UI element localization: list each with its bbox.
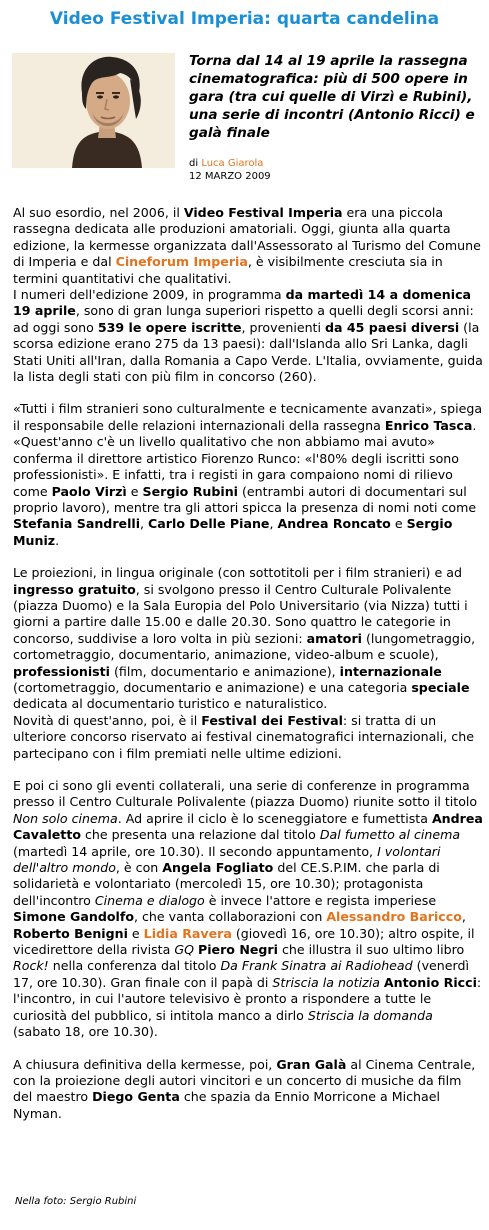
emphasis: Roberto Benigni — [13, 925, 128, 941]
article-photo — [12, 53, 175, 168]
emphasis: Piero Negri — [198, 942, 278, 958]
text: E poi ci sono gli eventi collaterali, una serie di conferenze in programma presso il Centro Culturale Polivalente (piazza Duomo) riunite sotto il titolo — [13, 778, 478, 810]
text: , sono di gran lunga superiori rispetto a quelli degli scorsi anni: ad oggi sono — [13, 303, 474, 335]
emphasis: Enrico Tasca — [384, 417, 473, 433]
paragraph-4 — [13, 778, 483, 1041]
text: Novità di quest'anno, poi, è il — [13, 712, 202, 728]
italic-title: Non solo cinema — [13, 810, 118, 826]
text: era una piccola rassegna dedicata alle produzioni amatoriali. Oggi, giunta alla quarta edizione, la kermesse organizzata dall'Assessorato al Turismo del Comune di Imperia e dal — [13, 205, 481, 270]
text: che spazia da Ennio Morricone a Michael Nyman. — [13, 1089, 440, 1121]
text: (martedì 14 aprile, ore 10.30). Il secondo appuntamento, — [13, 843, 378, 859]
text: , provenienti — [241, 319, 325, 335]
italic-title: Striscia la notizia — [272, 974, 380, 990]
emphasis: Simone Gandolfo — [13, 909, 134, 925]
text: che illustra il suo ultimo libro — [277, 942, 465, 958]
text: (cortometraggio, documentario e animazione) e una categoria — [13, 679, 412, 695]
text: (la scorsa edizione erano 275 da 13 paesi): dall'Islanda allo Sri Lanka, dagli Stati Uniti all'Iran, dalla Romania a Capo Verde. L'Italia, ovviamente, guida la lista degli stati con più film in concorso (260). — [13, 319, 483, 385]
text: (film, documentario e animazione), — [109, 663, 340, 679]
emphasis: Video Festival Imperia — [183, 205, 343, 220]
text: A chiusura definitiva della kermesse, poi, — [13, 1056, 277, 1072]
text: , — [461, 909, 466, 925]
emphasis: professionisti — [13, 663, 110, 679]
emphasis: Andrea Roncato — [277, 516, 391, 532]
italic-title: I volontari dell'altro mondo — [13, 843, 441, 876]
emphasis: Carlo Delle Piane — [148, 516, 270, 532]
text: e — [127, 925, 144, 941]
text: , che vanta collaborazioni con — [133, 909, 327, 925]
text: al Cinema Centrale, con la proiezione degli autori vincitori e un concerto di musiche da film del maestro — [13, 1056, 476, 1105]
cineforum-link[interactable]: Cineforum Imperia — [115, 254, 248, 270]
italic-title: Cinema e dialogo — [94, 892, 205, 908]
text: . «Quest'anno c'è un livello qualitativo che non abbiamo mai avuto» conferma il direttore artistico Fiorenzo Runco: «l'80% degli iscritti sono professionisti». E infatti, tra i registi in gara compaiono nomi di rilievo come — [13, 417, 477, 499]
italic-title: Dal fumetto al cinema — [319, 827, 461, 843]
text: (entrambi autori di documentari sul proprio lavoro), mentre tra gli attori spicca la presenza di nomi noti come — [13, 483, 477, 515]
text: I numeri dell'edizione 2009, in programma — [13, 287, 286, 303]
text: , si svolgono presso il Centro Culturale Polivalente (piazza Duomo) e la Sala Europia del Polo Universitario (via Nizza) tutti i giorni a partire dalle 15.00 e dalle 20.30. Sono quattro le categorie in concorso, suddivise a loro volta in più sezioni: — [13, 581, 468, 646]
emphasis: da martedì 14 a domenica 19 aprile — [13, 287, 472, 319]
text: (venerdì 17, ore 10.30). Gran finale con il papà di — [13, 958, 469, 990]
emphasis: speciale — [411, 679, 470, 695]
emphasis: Diego Genta — [92, 1089, 180, 1105]
text: , — [140, 516, 149, 532]
emphasis: Angela Fogliato — [162, 860, 274, 876]
emphasis: 539 le opere iscritte — [97, 319, 242, 335]
text: dedicata al documentario turistico e naturalistico. — [13, 696, 328, 712]
text: . — [55, 532, 60, 548]
emphasis: Andrea Cavaletto — [13, 810, 483, 843]
emphasis: Paolo Virzì — [51, 483, 127, 499]
text: , è con — [115, 860, 163, 876]
text: «Tutti i film stranieri sono culturalmente e tecnicamente avanzati», spiega il responsabile delle relazioni internazionali della rassegna — [13, 401, 483, 433]
baricco-link[interactable]: Alessandro Baricco — [326, 909, 462, 925]
italic-title: Da Frank Sinatra ai Radiohead — [220, 958, 413, 974]
author-link[interactable]: Luca Giarola — [201, 158, 264, 169]
emphasis: internazionale — [339, 663, 442, 679]
emphasis: Sergio Muniz — [13, 516, 453, 548]
paragraph-3 — [13, 565, 483, 762]
text: : l'incontro, in cui l'autore televisivo è pronto a rispondere a tutte le curiosità del pubblico, si intitola manco a dirlo — [13, 974, 482, 1023]
emphasis: da 45 paesi diversi — [325, 319, 460, 335]
text: (lungometraggio, cortometraggio, documentario, animazione, video-album e scuole), — [13, 630, 476, 663]
paragraph-2 — [13, 401, 483, 549]
byline-prefix: di — [189, 158, 199, 169]
text: (giovedì 16, ore 10.30); altro ospite, il vicedirettore della rivista — [13, 925, 475, 958]
text: del CE.S.P.IM. che parla di solidarietà e volontariato (mercoledì 15, ore 10.30); protagonista dell'incontro — [13, 860, 440, 908]
text: è invece l'attore e regista imperiese — [204, 892, 437, 908]
text: che presenta una relazione dal titolo — [81, 827, 320, 843]
article-lead: Torna dal 14 al 19 aprile la rassegna cinematografica: più di 500 opere in gara (tra cui quelle di Virzì e Rubini), una serie di incontri (Antonio Ricci) e galà finale — [189, 53, 475, 141]
text: e — [390, 516, 407, 532]
text: . Ad aprire il ciclo è lo sceneggiatore e fumettista — [117, 810, 432, 826]
article-body — [13, 205, 483, 1122]
emphasis: ingresso gratuito — [13, 581, 136, 597]
emphasis: Sergio Rubini — [142, 483, 238, 499]
text: (sabato 18, ore 10.30). — [13, 1024, 158, 1040]
paragraph-5 — [13, 1057, 483, 1123]
emphasis: Festival dei Festival — [201, 712, 343, 728]
emphasis: amatori — [306, 630, 362, 646]
italic-title: Rock! — [13, 958, 49, 974]
text: , è visibilmente cresciuta sia in termini quantitativi che qualitativi. — [13, 254, 443, 286]
italic-title: Striscia la domanda — [307, 1007, 433, 1023]
text: e — [126, 483, 143, 499]
text: Le proiezioni, in lingua originale (con sottotitoli per i film stranieri) e ad — [13, 565, 462, 581]
emphasis: Gran Galà — [276, 1056, 347, 1072]
paragraph-1 — [13, 205, 483, 385]
article-title: Video Festival Imperia: quarta candelina — [49, 9, 440, 29]
article-date: 12 MARZO 2009 — [189, 171, 271, 182]
italic-title: GQ — [174, 942, 194, 958]
photo-caption: Nella foto: Sergio Rubini — [15, 1196, 137, 1207]
portrait-image — [12, 53, 175, 168]
text: nella conferenza dal titolo — [48, 958, 221, 974]
text: Al suo esordio, nel 2006, il — [13, 205, 184, 220]
emphasis: Antonio Ricci — [383, 974, 477, 990]
text: , — [269, 516, 278, 532]
emphasis: Stefania Sandrelli — [13, 516, 141, 532]
ravera-link[interactable]: Lidia Ravera — [143, 925, 232, 941]
byline — [189, 157, 271, 183]
text: : si tratta di un ulteriore concorso riservato ai festival cinematografici internazionali, che partecipano con i film premiati nelle ultime edizioni. — [13, 712, 474, 761]
